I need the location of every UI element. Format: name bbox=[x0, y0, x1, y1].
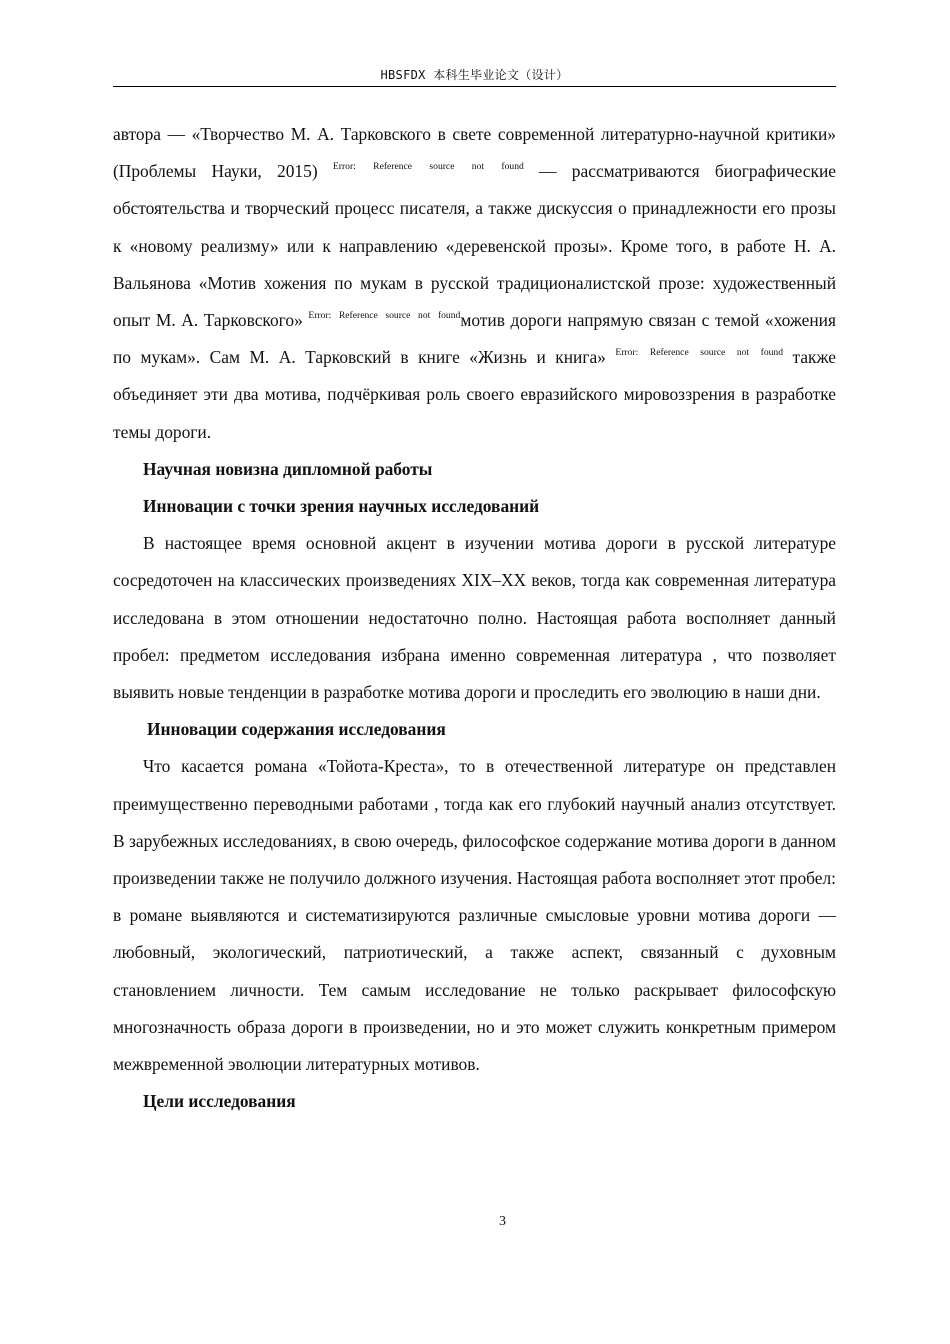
paragraph-literature-review bbox=[113, 116, 836, 451]
paragraph-text: также объединяет эти два мотива, подчёркивая роль своего евразийского мировоззрения в разработке темы дороги. bbox=[113, 347, 836, 442]
heading-scientific-novelty: Научная новизна дипломной работы bbox=[143, 458, 433, 479]
page-header bbox=[113, 66, 836, 87]
paragraph-content-innovations: Что касается романа «Тойота-Креста», то в отечественной литературе он представлен преимущественно переводными работами , тогда как его глубокий научный анализ отсутствует. В зарубежных исследованиях, в свою очередь, философское содержание мотива дороги в данном произведении также не получило должного изучения. Настоящая работа восполняет этот пробел: в романе выявляются и систематизируются различные смысловые уровни мотива дороги — любовный, экологический, патриотический, а также аспект, связанный с духовным становлением личности. Тем самым исследование не только раскрывает философскую многозначность образа дороги в произведении, но и это может служить конкретным примером межвременной эволюции литературных мотивов. bbox=[113, 756, 836, 1075]
paragraph-research-innovations: В настоящее время основной акцент в изучении мотива дороги в русской литературе сосредоточен на классических произведениях XIX–XX веков, тогда как современная литература исследована в этом отношении недостаточно полно. Настоящая работа восполняет данный пробел: предметом исследования избрана именно современная литература , что позволяет выявить новые тенденции в разработке мотива дороги и проследить его эволюцию в наши дни. bbox=[113, 533, 836, 703]
reference-error: Error: Reference source not found bbox=[332, 161, 524, 173]
header-title: HBSFDX 本科生毕业论文（设计） bbox=[380, 68, 569, 82]
reference-error: Error: Reference source not found bbox=[615, 347, 784, 359]
document-body bbox=[113, 116, 836, 1120]
paragraph-text: автора — «Творчество М. А. Тарковского в свете современной литературно-научной критики» (Проблемы Науки, 2015) bbox=[113, 124, 836, 182]
reference-error: Error: Reference source not found bbox=[308, 310, 461, 322]
heading-research-innovations: Инновации с точки зрения научных исследований bbox=[143, 496, 540, 517]
heading-content-innovations: Инновации содержания исследования bbox=[147, 719, 446, 740]
page-number: 3 bbox=[499, 1214, 506, 1229]
heading-research-goals: Цели исследования bbox=[143, 1091, 296, 1112]
paragraph-text: мотив дороги напрямую связан с темой «хожения по мукам». Сам М. А. Тарковский в книге «Жизнь и книга» bbox=[113, 310, 836, 368]
paragraph-text: — рассматриваются биографические обстоятельства и творческий процесс писателя, а также дискуссия о принадлежности его прозы к «новому реализму» или к направлению «деревенской прозы». Кроме того, в работе Н. А. Вальянова «Мотив хожения по мукам в русской традиционалистской прозе: художественный опыт М. А. Тарковского» bbox=[113, 161, 836, 331]
